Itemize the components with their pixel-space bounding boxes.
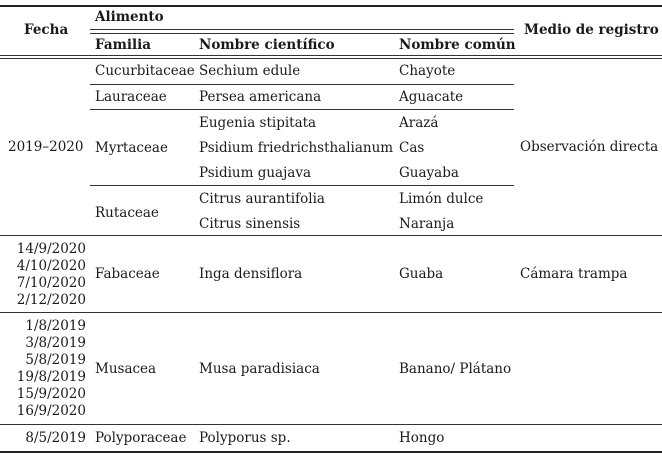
fecha-cell: 1/8/2019 xyxy=(25,318,86,334)
header-bottom-rule-1 xyxy=(0,55,662,56)
familia-cell: Myrtaceae xyxy=(95,140,168,156)
header-medio: Medio de registro xyxy=(524,22,659,38)
cientifico-cell: Persea americana xyxy=(199,89,322,105)
fecha-cell: 4/10/2020 xyxy=(16,258,86,274)
comun-cell: Limón dulce xyxy=(399,191,484,207)
header-fecha: Fecha xyxy=(24,22,69,38)
comun-cell: Naranja xyxy=(399,216,455,232)
comun-cell: Aguacate xyxy=(399,89,464,105)
fecha-cell: 5/8/2019 xyxy=(25,352,86,368)
comun-cell: Arazá xyxy=(399,115,439,131)
familia-cell: Rutaceae xyxy=(95,205,159,221)
cientifico-cell: Eugenia stipitata xyxy=(199,115,317,131)
header-nombre-cientifico: Nombre científico xyxy=(199,37,335,53)
header-familia: Familia xyxy=(95,37,152,53)
header-nombre-comun: Nombre común xyxy=(399,37,516,53)
cientifico-cell: Citrus aurantifolia xyxy=(199,191,325,207)
fecha-cell: 7/10/2020 xyxy=(16,275,86,291)
cientifico-cell: Inga densiflora xyxy=(199,266,303,282)
comun-cell: Guaba xyxy=(399,266,444,282)
comun-cell: Hongo xyxy=(399,430,445,446)
cientifico-cell: Sechium edule xyxy=(199,63,301,79)
fecha-cell: 2/12/2020 xyxy=(16,292,86,308)
rule-lauraceae xyxy=(90,109,514,110)
fecha-cell: 8/5/2019 xyxy=(25,430,86,446)
fecha-cell: 3/8/2019 xyxy=(25,335,86,351)
rule-group-1 xyxy=(0,235,662,236)
cientifico-cell: Musa paradisiaca xyxy=(199,361,320,377)
fecha-cell: 2019–2020 xyxy=(8,139,84,155)
cientifico-cell: Psidium friedrichsthalianum xyxy=(199,140,394,156)
comun-cell: Guayaba xyxy=(399,165,459,181)
medio-cell: Cámara trampa xyxy=(520,266,628,282)
comun-cell: Banano/ Plátano xyxy=(399,361,512,377)
fecha-cell: 15/9/2020 xyxy=(16,386,86,402)
familia-cell: Lauraceae xyxy=(95,89,167,105)
rule-group-2 xyxy=(0,312,662,313)
medio-cell: Observación directa xyxy=(520,139,659,155)
familia-cell: Fabaceae xyxy=(95,266,160,282)
familia-cell: Musacea xyxy=(95,361,157,377)
header-alimento: Alimento xyxy=(95,9,164,25)
familia-cell: Cucurbitaceae xyxy=(95,63,195,79)
fecha-cell: 16/9/2020 xyxy=(16,403,86,419)
cientifico-cell: Psidium guajava xyxy=(199,165,312,181)
fecha-cell: 19/8/2019 xyxy=(16,369,86,385)
fecha-cell: 14/9/2020 xyxy=(16,241,86,257)
rule-group-3 xyxy=(0,424,662,425)
top-rule xyxy=(0,5,662,7)
bottom-rule xyxy=(0,451,662,453)
cientifico-cell: Polyporus sp. xyxy=(199,430,291,446)
comun-cell: Chayote xyxy=(399,63,456,79)
familia-cell: Polyporaceae xyxy=(95,430,187,446)
cientifico-cell: Citrus sinensis xyxy=(199,216,301,232)
rule-cucurbitaceae xyxy=(90,84,514,85)
header-bottom-rule-2 xyxy=(0,58,662,59)
comun-cell: Cas xyxy=(399,140,425,156)
rule-myrtaceae xyxy=(90,185,514,186)
alimento-rule-1 xyxy=(90,29,514,30)
alimento-rule-2 xyxy=(90,33,514,34)
